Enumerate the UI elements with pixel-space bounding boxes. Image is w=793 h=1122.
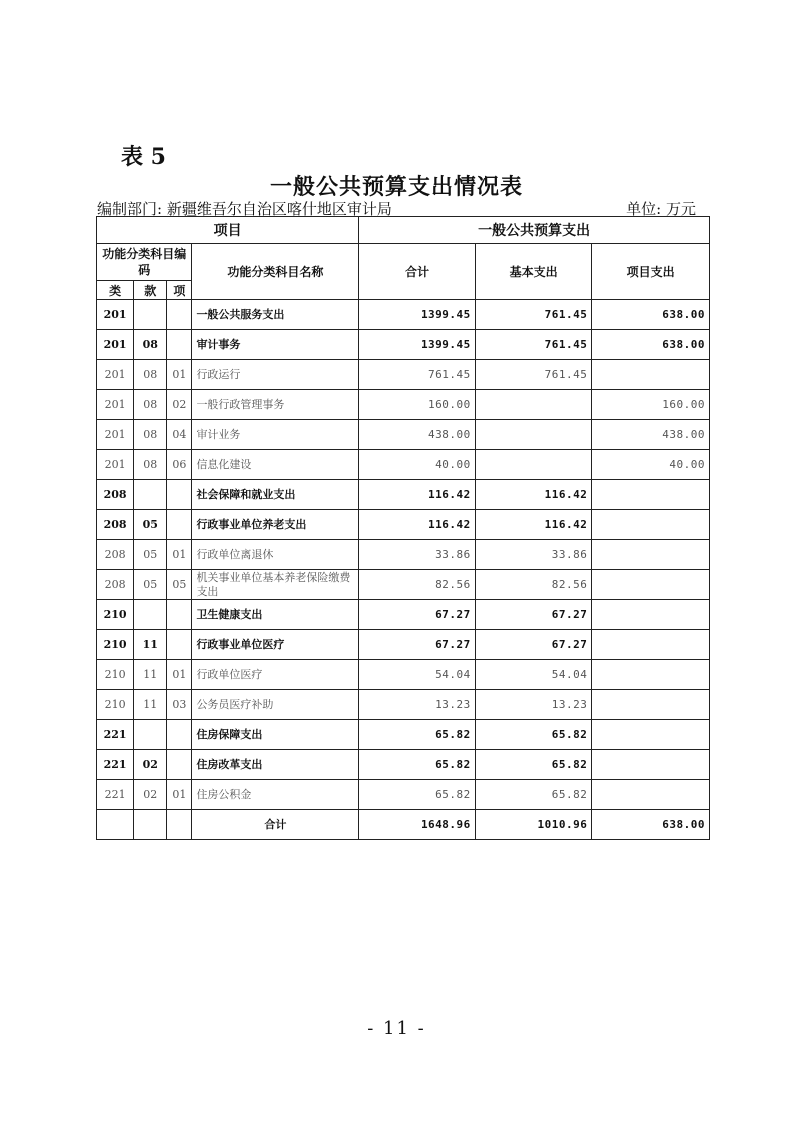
total-sum: 1648.96 <box>359 810 476 840</box>
cell-project <box>592 690 710 720</box>
empty-cell <box>167 810 192 840</box>
cell-kuan: 02 <box>134 780 167 810</box>
table-row <box>97 390 710 420</box>
cell-project: 160.00 <box>592 390 710 420</box>
cell-xiang: 01 <box>167 540 192 570</box>
cell-total: 82.56 <box>359 570 476 600</box>
cell-name: 一般公共服务支出 <box>192 300 359 330</box>
table-row <box>97 360 710 390</box>
table-row <box>97 720 710 750</box>
table-row <box>97 330 710 360</box>
department-line: 编制部门: 新疆维吾尔自治区喀什地区审计局 <box>97 200 392 218</box>
cell-xiang: 05 <box>167 570 192 600</box>
cell-project <box>592 660 710 690</box>
table-row <box>97 750 710 780</box>
unit-line: 单位: 万元 <box>626 200 696 218</box>
cell-kuan: 08 <box>134 360 167 390</box>
cell-name: 住房公积金 <box>192 780 359 810</box>
cell-basic: 65.82 <box>475 720 592 750</box>
cell-kuan: 11 <box>134 660 167 690</box>
cell-project <box>592 780 710 810</box>
cell-name: 住房改革支出 <box>192 750 359 780</box>
cell-lei: 201 <box>97 300 134 330</box>
cell-project: 638.00 <box>592 330 710 360</box>
cell-project <box>592 360 710 390</box>
cell-xiang <box>167 330 192 360</box>
cell-lei: 201 <box>97 330 134 360</box>
cell-kuan <box>134 480 167 510</box>
cell-name: 审计事务 <box>192 330 359 360</box>
cell-total: 33.86 <box>359 540 476 570</box>
header-xiang: 项 <box>167 281 192 300</box>
cell-lei: 210 <box>97 600 134 630</box>
cell-xiang: 01 <box>167 360 192 390</box>
total-basic: 1010.96 <box>475 810 592 840</box>
cell-basic: 67.27 <box>475 600 592 630</box>
cell-name: 行政运行 <box>192 360 359 390</box>
table-row <box>97 780 710 810</box>
table-row <box>97 510 710 540</box>
page-number: - 11 - <box>367 1018 426 1039</box>
empty-cell <box>97 810 134 840</box>
cell-xiang <box>167 480 192 510</box>
cell-lei: 208 <box>97 570 134 600</box>
cell-total: 761.45 <box>359 360 476 390</box>
cell-kuan: 02 <box>134 750 167 780</box>
cell-basic: 54.04 <box>475 660 592 690</box>
cell-project <box>592 510 710 540</box>
header-basic: 基本支出 <box>475 244 592 300</box>
cell-basic <box>475 450 592 480</box>
table-row <box>97 450 710 480</box>
cell-project <box>592 720 710 750</box>
total-project: 638.00 <box>592 810 710 840</box>
header-kuan: 款 <box>134 281 167 300</box>
cell-project: 40.00 <box>592 450 710 480</box>
table-row <box>97 690 710 720</box>
cell-kuan: 11 <box>134 630 167 660</box>
cell-total: 65.82 <box>359 750 476 780</box>
table-row <box>97 540 710 570</box>
cell-kuan <box>134 720 167 750</box>
cell-xiang: 03 <box>167 690 192 720</box>
budget-table <box>96 216 710 840</box>
header-lei: 类 <box>97 281 134 300</box>
table-row <box>97 660 710 690</box>
cell-lei: 208 <box>97 540 134 570</box>
cell-name: 一般行政管理事务 <box>192 390 359 420</box>
header-item: 项目 <box>97 217 359 244</box>
table-row <box>97 300 710 330</box>
cell-kuan: 05 <box>134 570 167 600</box>
cell-total: 116.42 <box>359 480 476 510</box>
cell-basic: 65.82 <box>475 780 592 810</box>
cell-total: 1399.45 <box>359 330 476 360</box>
cell-kuan: 08 <box>134 420 167 450</box>
cell-total: 1399.45 <box>359 300 476 330</box>
cell-kuan <box>134 600 167 630</box>
total-row <box>97 810 710 840</box>
table-row <box>97 480 710 510</box>
cell-lei: 201 <box>97 420 134 450</box>
cell-basic: 761.45 <box>475 330 592 360</box>
cell-project <box>592 480 710 510</box>
table-row <box>97 570 710 600</box>
cell-xiang <box>167 630 192 660</box>
cell-kuan: 05 <box>134 510 167 540</box>
table-row <box>97 420 710 450</box>
cell-name: 行政事业单位养老支出 <box>192 510 359 540</box>
cell-basic: 82.56 <box>475 570 592 600</box>
cell-xiang <box>167 510 192 540</box>
cell-basic: 761.45 <box>475 360 592 390</box>
cell-basic: 67.27 <box>475 630 592 660</box>
cell-total: 67.27 <box>359 600 476 630</box>
cell-project: 638.00 <box>592 300 710 330</box>
cell-xiang <box>167 720 192 750</box>
cell-xiang: 01 <box>167 660 192 690</box>
cell-total: 13.23 <box>359 690 476 720</box>
cell-name: 审计业务 <box>192 420 359 450</box>
cell-lei: 210 <box>97 660 134 690</box>
cell-xiang <box>167 600 192 630</box>
cell-name: 社会保障和就业支出 <box>192 480 359 510</box>
cell-kuan: 08 <box>134 330 167 360</box>
empty-cell <box>134 810 167 840</box>
cell-name: 行政单位离退休 <box>192 540 359 570</box>
cell-name: 行政事业单位医疗 <box>192 630 359 660</box>
table-row <box>97 600 710 630</box>
table-row <box>97 630 710 660</box>
cell-total: 65.82 <box>359 720 476 750</box>
cell-total: 116.42 <box>359 510 476 540</box>
table-label: 表 5 <box>121 144 166 170</box>
cell-basic: 65.82 <box>475 750 592 780</box>
cell-basic: 761.45 <box>475 300 592 330</box>
header-name: 功能分类科目名称 <box>192 244 359 300</box>
cell-lei: 208 <box>97 510 134 540</box>
cell-xiang <box>167 750 192 780</box>
cell-basic <box>475 390 592 420</box>
cell-lei: 221 <box>97 720 134 750</box>
cell-basic: 116.42 <box>475 480 592 510</box>
cell-lei: 208 <box>97 480 134 510</box>
cell-kuan: 05 <box>134 540 167 570</box>
cell-lei: 210 <box>97 690 134 720</box>
cell-total: 40.00 <box>359 450 476 480</box>
cell-total: 65.82 <box>359 780 476 810</box>
cell-project <box>592 570 710 600</box>
cell-lei: 210 <box>97 630 134 660</box>
cell-lei: 201 <box>97 390 134 420</box>
cell-kuan: 08 <box>134 390 167 420</box>
cell-project <box>592 630 710 660</box>
header-code-group: 功能分类科目编码 <box>97 244 192 281</box>
cell-name: 信息化建设 <box>192 450 359 480</box>
cell-xiang: 04 <box>167 420 192 450</box>
cell-xiang: 02 <box>167 390 192 420</box>
cell-lei: 201 <box>97 360 134 390</box>
document-title: 一般公共预算支出情况表 <box>269 174 523 200</box>
cell-lei: 221 <box>97 750 134 780</box>
cell-xiang: 01 <box>167 780 192 810</box>
total-label: 合计 <box>192 810 359 840</box>
cell-basic: 116.42 <box>475 510 592 540</box>
cell-kuan: 11 <box>134 690 167 720</box>
cell-lei: 221 <box>97 780 134 810</box>
cell-total: 67.27 <box>359 630 476 660</box>
header-project: 项目支出 <box>592 244 710 300</box>
cell-basic: 13.23 <box>475 690 592 720</box>
cell-total: 54.04 <box>359 660 476 690</box>
cell-project <box>592 750 710 780</box>
cell-project: 438.00 <box>592 420 710 450</box>
cell-name: 机关事业单位基本养老保险缴费支出 <box>192 570 359 600</box>
cell-name: 住房保障支出 <box>192 720 359 750</box>
header-total: 合计 <box>359 244 476 300</box>
cell-xiang <box>167 300 192 330</box>
cell-basic: 33.86 <box>475 540 592 570</box>
cell-name: 公务员医疗补助 <box>192 690 359 720</box>
cell-lei: 201 <box>97 450 134 480</box>
cell-basic <box>475 420 592 450</box>
header-budget: 一般公共预算支出 <box>359 217 710 244</box>
cell-xiang: 06 <box>167 450 192 480</box>
cell-project <box>592 600 710 630</box>
cell-project <box>592 540 710 570</box>
cell-kuan: 08 <box>134 450 167 480</box>
cell-total: 438.00 <box>359 420 476 450</box>
cell-kuan <box>134 300 167 330</box>
cell-name: 卫生健康支出 <box>192 600 359 630</box>
cell-name: 行政单位医疗 <box>192 660 359 690</box>
cell-total: 160.00 <box>359 390 476 420</box>
